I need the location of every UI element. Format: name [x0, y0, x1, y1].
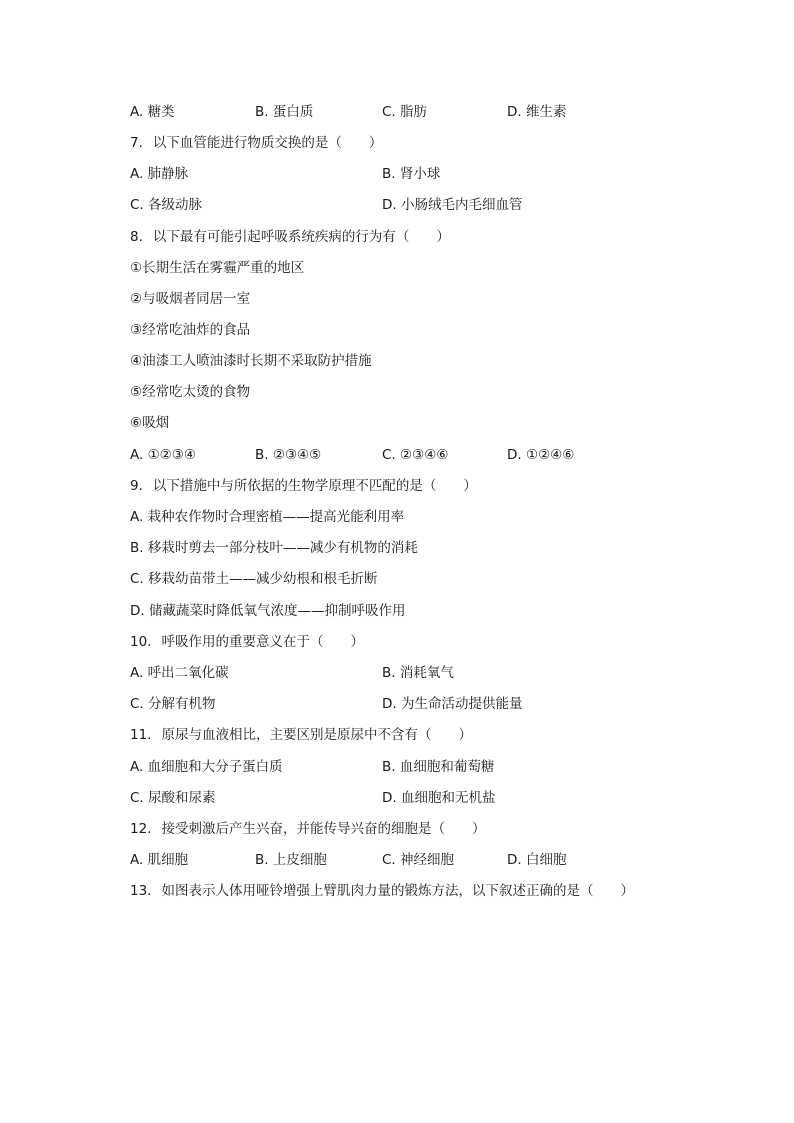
q6-option-b: B. 蛋白质 — [255, 104, 314, 120]
q9-stem — [130, 476, 477, 496]
q9-option-a: A. 栽种农作物时合理密植——提高光能利用率 — [130, 509, 405, 525]
q8-item-1: ①长期生活在雾霾严重的地区 — [130, 260, 305, 276]
q8-option-b: B. ②③④⑤ — [255, 447, 322, 463]
q12-option-b: B. 上皮细胞 — [255, 852, 327, 868]
q6-option-c: C. 脂肪 — [382, 104, 428, 120]
q10-option-d: D. 为生命活动提供能量 — [382, 696, 523, 712]
q13-stem — [130, 881, 634, 901]
q7-option-c: C. 各级动脉 — [130, 197, 203, 213]
q8-text: 以下最有可能引起呼吸系统疾病的行为有（ ） — [152, 229, 450, 245]
q10-option-b: B. 消耗氧气 — [382, 665, 454, 681]
q12-option-a: A. 肌细胞 — [130, 852, 189, 868]
q10-option-a: A. 呼出二氧化碳 — [130, 665, 229, 681]
q12-option-c: C. 神经细胞 — [382, 852, 455, 868]
q11-stem — [130, 725, 472, 745]
q9-option-c: C. 移栽幼苗带土——减少幼根和根毛折断 — [130, 571, 378, 587]
q8-option-c: C. ②③④⑥ — [382, 447, 449, 463]
q13-text: 如图表示人体用哑铃增强上臂肌肉力量的锻炼方法，以下叙述正确的是（ ） — [161, 883, 634, 899]
q12-stem — [130, 819, 485, 839]
q6-option-a: A. 糖类 — [130, 104, 175, 120]
q9-number: 9. — [130, 478, 143, 494]
q9-text: 以下措施中与所依据的生物学原理不匹配的是（ ） — [152, 478, 477, 494]
q13-number: 13. — [130, 883, 152, 899]
q8-option-a: A. ①②③④ — [130, 447, 196, 463]
q11-option-b: B. 血细胞和葡萄糖 — [382, 759, 495, 775]
q11-option-d: D. 血细胞和无机盐 — [382, 790, 496, 806]
q8-item-4: ④油漆工人喷油漆时长期不采取防护措施 — [130, 353, 372, 369]
q7-stem — [130, 133, 382, 153]
q7-number: 7. — [130, 135, 143, 151]
q8-item-3: ③经常吃油炸的食品 — [130, 322, 251, 338]
q8-stem — [130, 227, 450, 247]
q6-option-d: D. 维生素 — [507, 104, 567, 120]
q8-item-6: ⑥吸烟 — [130, 415, 170, 431]
q9-option-d: D. 储藏蔬菜时降低氧气浓度——抑制呼吸作用 — [130, 603, 406, 619]
q8-item-5: ⑤经常吃太烫的食物 — [130, 384, 251, 400]
q10-text: 呼吸作用的重要意义在于（ ） — [161, 634, 364, 650]
q11-option-a: A. 血细胞和大分子蛋白质 — [130, 759, 283, 775]
q8-number: 8. — [130, 229, 143, 245]
q7-option-a: A. 肺静脉 — [130, 166, 189, 182]
q11-text: 原尿与血液相比，主要区别是原尿中不含有（ ） — [161, 727, 472, 743]
q11-option-c: C. 尿酸和尿素 — [130, 790, 216, 806]
q8-item-2: ②与吸烟者同居一室 — [130, 291, 251, 307]
q10-option-c: C. 分解有机物 — [130, 696, 216, 712]
q10-number: 10. — [130, 634, 152, 650]
q9-option-b: B. 移栽时剪去一部分枝叶——减少有机物的消耗 — [130, 540, 418, 556]
q12-text: 接受刺激后产生兴奋，并能传导兴奋的细胞是（ ） — [161, 821, 486, 837]
q7-text: 以下血管能进行物质交换的是（ ） — [152, 135, 383, 151]
q7-option-b: B. 肾小球 — [382, 166, 441, 182]
q7-option-d: D. 小肠绒毛内毛细血管 — [382, 197, 523, 213]
q10-stem — [130, 632, 364, 652]
q12-option-d: D. 白细胞 — [507, 852, 567, 868]
q11-number: 11. — [130, 727, 152, 743]
q12-number: 12. — [130, 821, 152, 837]
q8-option-d: D. ①②④⑥ — [507, 447, 575, 463]
